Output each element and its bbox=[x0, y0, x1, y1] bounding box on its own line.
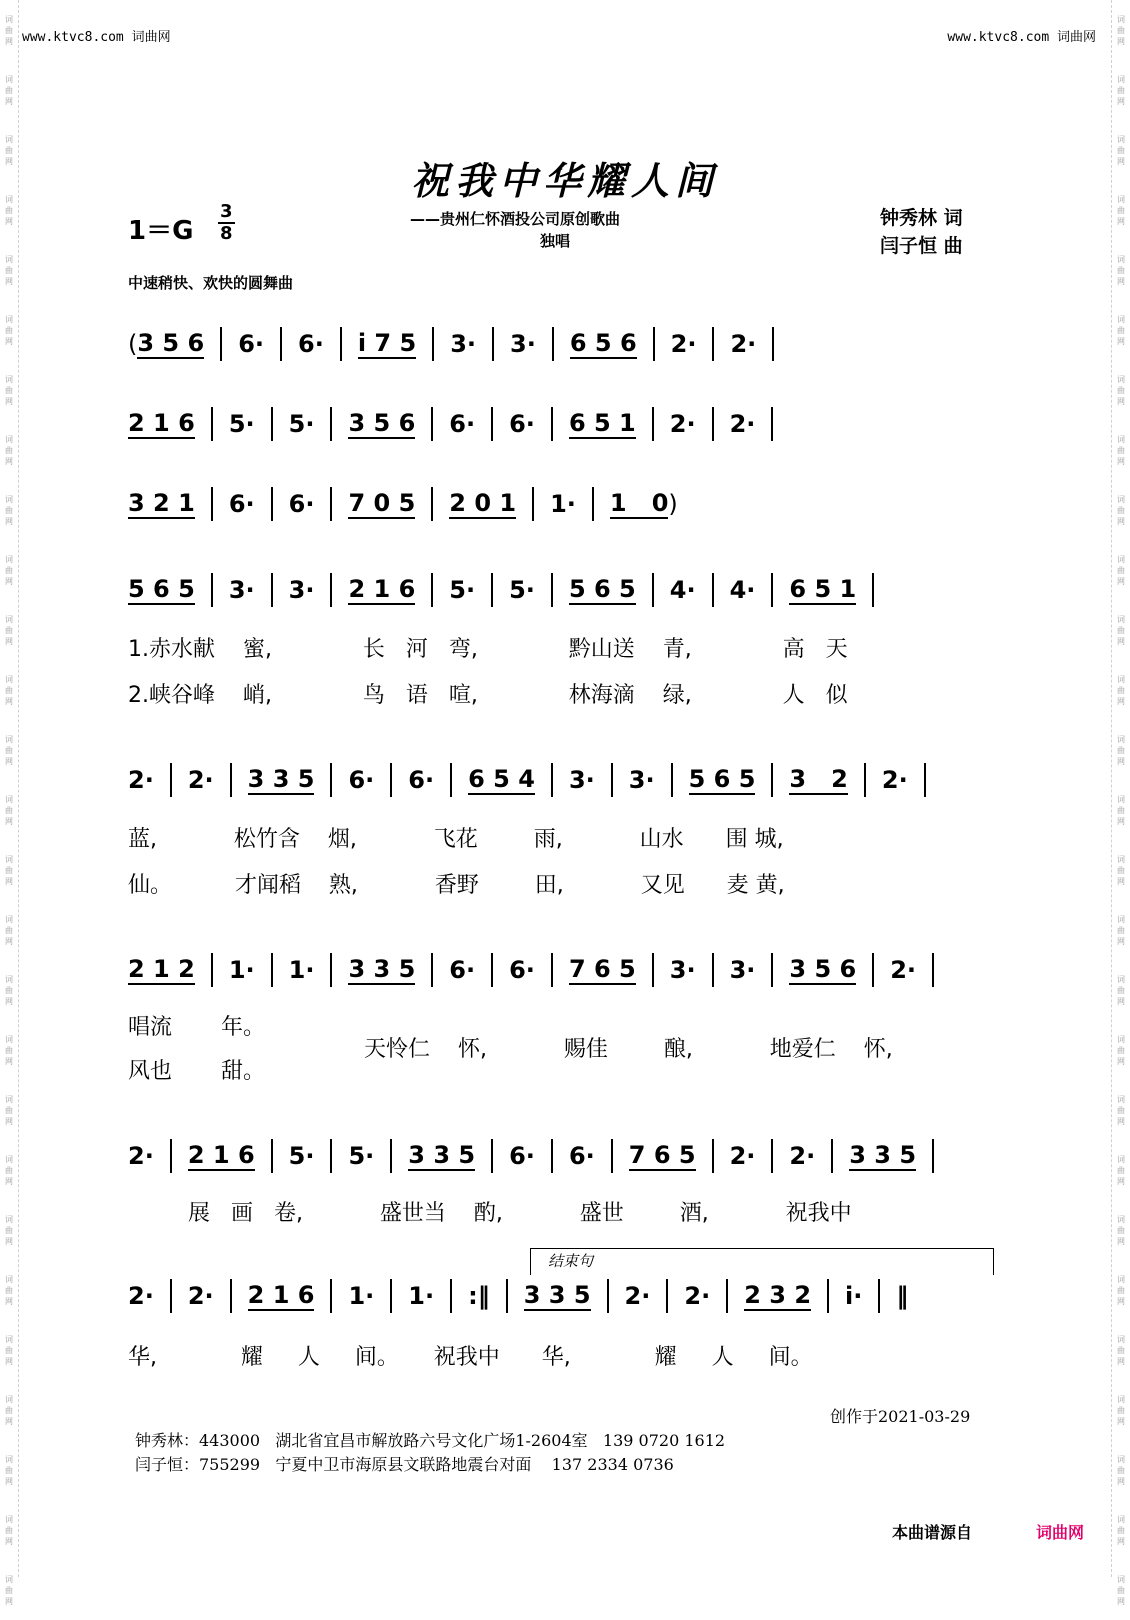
notation-measure: 6 5 4 bbox=[468, 765, 535, 793]
notation-measure: 2· bbox=[669, 410, 696, 438]
barline bbox=[771, 1139, 773, 1173]
barline bbox=[431, 407, 433, 441]
lyrics-line-8: 华, 耀 人 间。 祝我中 华, 耀 人 间。 bbox=[128, 1345, 813, 1370]
barline bbox=[211, 407, 213, 441]
contact-composer: 闫子恒：755299 宁夏中卫市海原县文联路地震台对面 137 2334 0736 bbox=[135, 1455, 674, 1474]
notation-measure: 1· bbox=[408, 1282, 435, 1310]
barline bbox=[924, 763, 926, 797]
notation-measure: 2· bbox=[789, 1142, 816, 1170]
barline bbox=[551, 1139, 553, 1173]
barline bbox=[666, 1279, 668, 1313]
site-header-left[interactable]: www.ktvc8.com 词曲网 bbox=[22, 30, 171, 45]
watermark-glyph-group: 词 曲 网 bbox=[5, 554, 13, 586]
barline bbox=[551, 953, 553, 987]
barline bbox=[431, 953, 433, 987]
notation-measure: 7 6 5 bbox=[628, 1141, 696, 1169]
notation-line-5 bbox=[128, 750, 1000, 810]
notation-measure: 5 6 5 bbox=[568, 575, 636, 603]
watermark-glyph-group: 词 曲 网 bbox=[5, 1274, 13, 1306]
notation-measure: 6· bbox=[348, 766, 375, 794]
watermark-glyph-group: 词 曲 网 bbox=[1117, 194, 1125, 226]
watermark-glyph-group: 词 曲 网 bbox=[1117, 314, 1125, 346]
notation-measure: 3 3 5 bbox=[523, 1281, 591, 1309]
notation-measure: 3· bbox=[450, 330, 477, 358]
barline bbox=[712, 407, 714, 441]
composer: 闫子恒 曲 bbox=[880, 235, 963, 257]
notation-measure: 7 6 5 bbox=[568, 955, 636, 983]
barline bbox=[772, 327, 774, 361]
notation-measure: 2· bbox=[624, 1282, 651, 1310]
notation-measure: 2· bbox=[187, 1282, 214, 1310]
notation-measure: 5 6 5 bbox=[688, 765, 756, 793]
barline bbox=[872, 573, 874, 607]
watermark-glyph-group: 词 曲 网 bbox=[5, 314, 13, 346]
notation-measure: 4· bbox=[669, 576, 696, 604]
composition-date: 创作于2021-03-29 bbox=[830, 1407, 971, 1426]
watermark-glyph-group: 词 曲 网 bbox=[1117, 794, 1125, 826]
notation-line-2 bbox=[128, 394, 1000, 454]
parenthesis: ) bbox=[668, 490, 678, 518]
watermark-glyph-group: 词 曲 网 bbox=[1117, 494, 1125, 526]
performance-type: 独唱 bbox=[540, 232, 571, 250]
watermark-glyph-group: 词 曲 网 bbox=[5, 374, 13, 406]
notation-measure: 3· bbox=[288, 576, 315, 604]
credits bbox=[880, 204, 963, 260]
meter-top: 3 bbox=[220, 201, 233, 222]
meter-bottom: 8 bbox=[220, 223, 233, 244]
notation-measure: 2· bbox=[128, 1142, 154, 1170]
barline bbox=[431, 487, 433, 521]
watermark-glyph-group: 词 曲 网 bbox=[5, 674, 13, 706]
notation-measure: 2 3 2 bbox=[744, 1281, 812, 1309]
notation-measure: ‖ bbox=[896, 1282, 909, 1310]
barline bbox=[431, 573, 433, 607]
barline bbox=[726, 1279, 728, 1313]
notation-measure: 3 3 5 bbox=[247, 765, 315, 793]
barline bbox=[932, 953, 934, 987]
watermark-glyph-group: 词 曲 网 bbox=[1117, 254, 1125, 286]
notation-measure: 1· bbox=[550, 490, 576, 518]
notation-measure: 5· bbox=[348, 1142, 375, 1170]
notation-measure: 2 1 6 bbox=[348, 575, 416, 603]
barline bbox=[230, 1279, 232, 1313]
notation-measure: 1· bbox=[348, 1282, 375, 1310]
watermark-glyph-group: 词 曲 网 bbox=[5, 974, 13, 1006]
barline bbox=[712, 1139, 714, 1173]
notation-measure: 3 2 1 bbox=[128, 489, 195, 517]
notation-measure: 3· bbox=[729, 956, 756, 984]
watermark-glyph-group: 词 曲 网 bbox=[5, 1454, 13, 1486]
barline bbox=[211, 487, 213, 521]
barline bbox=[864, 763, 866, 797]
watermark-glyph-group: 词 曲 网 bbox=[1117, 14, 1125, 46]
watermark-glyph-group: 词 曲 网 bbox=[1117, 1394, 1125, 1426]
watermark-glyph-group: 词 曲 网 bbox=[5, 1034, 13, 1066]
notation-measure: 6 5 1 bbox=[789, 575, 857, 603]
barline bbox=[878, 1279, 880, 1313]
watermark-glyph-group: 词 曲 网 bbox=[5, 74, 13, 106]
notation-measure: 2 0 1 bbox=[449, 489, 517, 517]
barline bbox=[652, 953, 654, 987]
watermark-glyph-group: 词 曲 网 bbox=[1117, 134, 1125, 166]
watermark-glyph-group: 词 曲 网 bbox=[5, 254, 13, 286]
barline bbox=[330, 1279, 332, 1313]
lyrics-line-6-verse-1: 唱流 年。 bbox=[128, 1015, 265, 1040]
watermark-glyph-group: 词 曲 网 bbox=[5, 14, 13, 46]
notation-measure: 1· bbox=[288, 956, 315, 984]
notation-measure: 3· bbox=[228, 576, 255, 604]
barline bbox=[170, 1139, 172, 1173]
notation-measure: 6· bbox=[509, 410, 535, 438]
barline bbox=[771, 407, 773, 441]
key-signature: 1＝G bbox=[128, 216, 194, 246]
notation-line-4 bbox=[128, 560, 1000, 620]
notation-measure: 2· bbox=[128, 1282, 154, 1310]
barline bbox=[712, 573, 714, 607]
notation-measure: 3· bbox=[568, 766, 595, 794]
barline bbox=[653, 327, 655, 361]
notation-measure: 6· bbox=[298, 330, 324, 358]
watermark-glyph-group: 词 曲 网 bbox=[1117, 374, 1125, 406]
barline bbox=[611, 763, 613, 797]
right-watermark-strip bbox=[1111, 0, 1130, 1606]
barline bbox=[330, 487, 332, 521]
barline bbox=[712, 953, 714, 987]
watermark-glyph-group: 词 曲 网 bbox=[5, 1394, 13, 1426]
lyrics-line-4-verse-2: 2.峡谷峰 峭, 鸟 语 喧, 林海滴 绿, 人 似 bbox=[128, 683, 848, 708]
barline bbox=[771, 763, 773, 797]
notation-measure: 5 6 5 bbox=[128, 575, 195, 603]
barline bbox=[211, 573, 213, 607]
lyrics-line-7: 展 画 卷, 盛世当 酌, 盛世 酒, 祝我中 bbox=[188, 1201, 852, 1226]
notation-measure: 3 5 6 bbox=[137, 329, 205, 357]
barline bbox=[771, 573, 773, 607]
notation-line-1 bbox=[128, 314, 1000, 374]
barline bbox=[652, 407, 654, 441]
site-header-right[interactable]: www.ktvc8.com 词曲网 bbox=[947, 30, 1096, 45]
song-subtitle: ——贵州仁怀酒投公司原创歌曲 bbox=[410, 210, 621, 228]
barline bbox=[551, 763, 553, 797]
barline bbox=[506, 1279, 508, 1313]
contact-lyricist: 钟秀林：443000 湖北省宜昌市解放路六号文化广场1-2604室 139 0720 1612 bbox=[135, 1431, 726, 1450]
barline bbox=[450, 1279, 452, 1313]
notation-measure: 6· bbox=[408, 766, 435, 794]
barline bbox=[271, 573, 273, 607]
notation-measure: 2· bbox=[890, 956, 917, 984]
notation-measure: 6 5 6 bbox=[569, 329, 637, 357]
barline bbox=[671, 763, 673, 797]
watermark-glyph-group: 词 曲 网 bbox=[5, 1334, 13, 1366]
watermark-glyph-group: 词 曲 网 bbox=[5, 614, 13, 646]
notation-measure: 2 1 2 bbox=[128, 955, 195, 983]
watermark-glyph-group: 词 曲 网 bbox=[1117, 1574, 1125, 1606]
barline bbox=[491, 1139, 493, 1173]
barline bbox=[771, 953, 773, 987]
watermark-glyph-group: 词 曲 网 bbox=[5, 1514, 13, 1546]
notation-measure: 5· bbox=[288, 410, 315, 438]
barline bbox=[592, 487, 594, 521]
watermark-glyph-group: 词 曲 网 bbox=[1117, 914, 1125, 946]
notation-measure: 6· bbox=[288, 490, 315, 518]
barline bbox=[220, 327, 222, 361]
barline bbox=[607, 1279, 609, 1313]
notation-measure: 3 3 5 bbox=[348, 955, 416, 983]
barline bbox=[712, 327, 714, 361]
notation-measure: 1· bbox=[228, 956, 255, 984]
barline bbox=[170, 763, 172, 797]
lyrics-line-6-verse-2: 风也 甜。 bbox=[128, 1059, 265, 1084]
watermark-glyph-group: 词 曲 网 bbox=[1117, 1274, 1125, 1306]
watermark-glyph-group: 词 曲 网 bbox=[1117, 974, 1125, 1006]
barline bbox=[280, 327, 282, 361]
notation-line-3 bbox=[128, 474, 1000, 534]
barline bbox=[330, 953, 332, 987]
left-watermark-strip bbox=[0, 0, 19, 1606]
barline bbox=[340, 327, 342, 361]
watermark-glyph-group: 词 曲 网 bbox=[1117, 1514, 1125, 1546]
notation-measure: 6· bbox=[509, 1142, 535, 1170]
notation-measure: 6· bbox=[509, 956, 535, 984]
notation-measure: 1 0 bbox=[609, 489, 669, 517]
watermark-glyph-group: 词 曲 网 bbox=[5, 854, 13, 886]
notation-measure: 3· bbox=[510, 330, 536, 358]
watermark-glyph-group: 词 曲 网 bbox=[1117, 614, 1125, 646]
notation-measure: 5· bbox=[449, 576, 476, 604]
watermark-glyph-group: 词 曲 网 bbox=[5, 734, 13, 766]
barline bbox=[271, 953, 273, 987]
notation-measure: 2· bbox=[128, 766, 154, 794]
notation-measure: 2· bbox=[729, 1142, 756, 1170]
barline bbox=[170, 1279, 172, 1313]
parenthesis: ( bbox=[128, 330, 138, 358]
tempo-marking: 中速稍快、欢快的圆舞曲 bbox=[128, 274, 294, 292]
notation-measure: 2· bbox=[881, 766, 908, 794]
notation-measure: 5· bbox=[509, 576, 535, 604]
barline bbox=[652, 573, 654, 607]
barline bbox=[611, 1139, 613, 1173]
notation-measure: 3 3 5 bbox=[849, 1141, 917, 1169]
lyricist: 钟秀林 词 bbox=[880, 207, 963, 229]
barline bbox=[390, 1279, 392, 1313]
barline bbox=[271, 487, 273, 521]
notation-measure: 3· bbox=[669, 956, 696, 984]
notation-measure: 6· bbox=[228, 490, 255, 518]
notation-measure: :‖ bbox=[468, 1282, 490, 1310]
notation-measure: i· bbox=[845, 1282, 863, 1310]
notation-measure: 2· bbox=[187, 766, 214, 794]
barline bbox=[432, 327, 434, 361]
notation-measure: 2· bbox=[729, 410, 756, 438]
watermark-glyph-group: 词 曲 网 bbox=[1117, 1454, 1125, 1486]
barline bbox=[932, 1139, 934, 1173]
watermark-glyph-group: 词 曲 网 bbox=[1117, 1214, 1125, 1246]
lyrics-line-5-verse-2: 仙。 才闻稻 熟, 香野 田, 又见 麦 黄, bbox=[128, 873, 785, 898]
watermark-glyph-group: 词 曲 网 bbox=[1117, 1154, 1125, 1186]
barline bbox=[491, 953, 493, 987]
lyrics-line-5-verse-1: 蓝, 松竹含 烟, 飞花 雨, 山水 围 城, bbox=[128, 827, 784, 852]
watermark-glyph-group: 词 曲 网 bbox=[1117, 734, 1125, 766]
watermark-glyph-group: 词 曲 网 bbox=[1117, 1094, 1125, 1126]
notation-measure: 2 1 6 bbox=[187, 1141, 255, 1169]
barline bbox=[330, 1139, 332, 1173]
watermark-glyph-group: 词 曲 网 bbox=[5, 1154, 13, 1186]
barline bbox=[831, 1139, 833, 1173]
watermark-glyph-group: 词 曲 网 bbox=[1117, 74, 1125, 106]
barline bbox=[330, 407, 332, 441]
watermark-glyph-group: 词 曲 网 bbox=[5, 1574, 13, 1606]
ending-label: 结束句 bbox=[548, 1252, 594, 1270]
barline bbox=[211, 953, 213, 987]
barline bbox=[551, 573, 553, 607]
footer-source: 本曲谱源自 bbox=[892, 1523, 973, 1542]
notation-measure: 3 5 6 bbox=[348, 409, 416, 437]
barline bbox=[390, 1139, 392, 1173]
watermark-glyph-group: 词 曲 网 bbox=[5, 494, 13, 526]
notation-line-7 bbox=[128, 1126, 1000, 1186]
notation-line-6 bbox=[128, 940, 1000, 1000]
barline bbox=[552, 327, 554, 361]
notation-measure: 6· bbox=[449, 956, 476, 984]
lyrics-line-6-refrain: 天怜仁 怀, 赐佳 酿, 地爱仁 怀, bbox=[364, 1037, 893, 1062]
notation-measure: 2 1 6 bbox=[247, 1281, 315, 1309]
notation-line-8 bbox=[128, 1266, 1000, 1326]
notation-measure: 6· bbox=[568, 1142, 595, 1170]
notation-measure: 6· bbox=[238, 330, 265, 358]
notation-measure: 2 1 6 bbox=[128, 409, 195, 437]
barline bbox=[532, 487, 534, 521]
barline bbox=[330, 573, 332, 607]
song-title: 祝我中华耀人间 bbox=[410, 158, 719, 203]
watermark-glyph-group: 词 曲 网 bbox=[1117, 854, 1125, 886]
notation-measure: 3· bbox=[628, 766, 655, 794]
watermark-glyph-group: 词 曲 网 bbox=[1117, 1334, 1125, 1366]
barline bbox=[872, 953, 874, 987]
notation-measure: 7 0 5 bbox=[348, 489, 416, 517]
notation-measure: 6· bbox=[449, 410, 476, 438]
barline bbox=[450, 763, 452, 797]
watermark-glyph-group: 词 曲 网 bbox=[5, 434, 13, 466]
notation-measure: 5· bbox=[228, 410, 255, 438]
barline bbox=[271, 1139, 273, 1173]
barline bbox=[390, 763, 392, 797]
barline bbox=[551, 407, 553, 441]
barline bbox=[330, 763, 332, 797]
watermark-glyph-group: 词 曲 网 bbox=[5, 1094, 13, 1126]
barline bbox=[271, 407, 273, 441]
footer-brand-link[interactable]: 词曲网 bbox=[1036, 1523, 1085, 1542]
lyrics-line-4-verse-1: 1.赤水献 蜜, 长 河 弯, 黔山送 青, 高 天 bbox=[128, 637, 848, 662]
notation-measure: 3 3 5 bbox=[408, 1141, 476, 1169]
watermark-glyph-group: 词 曲 网 bbox=[5, 914, 13, 946]
notation-measure: i 7 5 bbox=[357, 329, 417, 357]
notation-measure: 2· bbox=[670, 330, 697, 358]
notation-measure: 5· bbox=[288, 1142, 315, 1170]
watermark-glyph-group: 词 曲 网 bbox=[5, 1214, 13, 1246]
watermark-glyph-group: 词 曲 网 bbox=[1117, 1034, 1125, 1066]
notation-measure: 2· bbox=[684, 1282, 711, 1310]
watermark-glyph-group: 词 曲 网 bbox=[5, 794, 13, 826]
watermark-glyph-group: 词 曲 网 bbox=[1117, 674, 1125, 706]
barline bbox=[827, 1279, 829, 1313]
barline bbox=[491, 407, 493, 441]
notation-measure: 6 5 1 bbox=[568, 409, 636, 437]
time-signature bbox=[218, 202, 235, 244]
notation-measure: 3 2 bbox=[789, 765, 848, 793]
watermark-glyph-group: 词 曲 网 bbox=[5, 194, 13, 226]
watermark-glyph-group: 词 曲 网 bbox=[1117, 554, 1125, 586]
barline bbox=[491, 573, 493, 607]
watermark-glyph-group: 词 曲 网 bbox=[5, 134, 13, 166]
watermark-glyph-group: 词 曲 网 bbox=[1117, 434, 1125, 466]
notation-measure: 4· bbox=[729, 576, 756, 604]
notation-measure: 2· bbox=[730, 330, 757, 358]
barline bbox=[230, 763, 232, 797]
barline bbox=[492, 327, 494, 361]
notation-measure: 3 5 6 bbox=[789, 955, 857, 983]
